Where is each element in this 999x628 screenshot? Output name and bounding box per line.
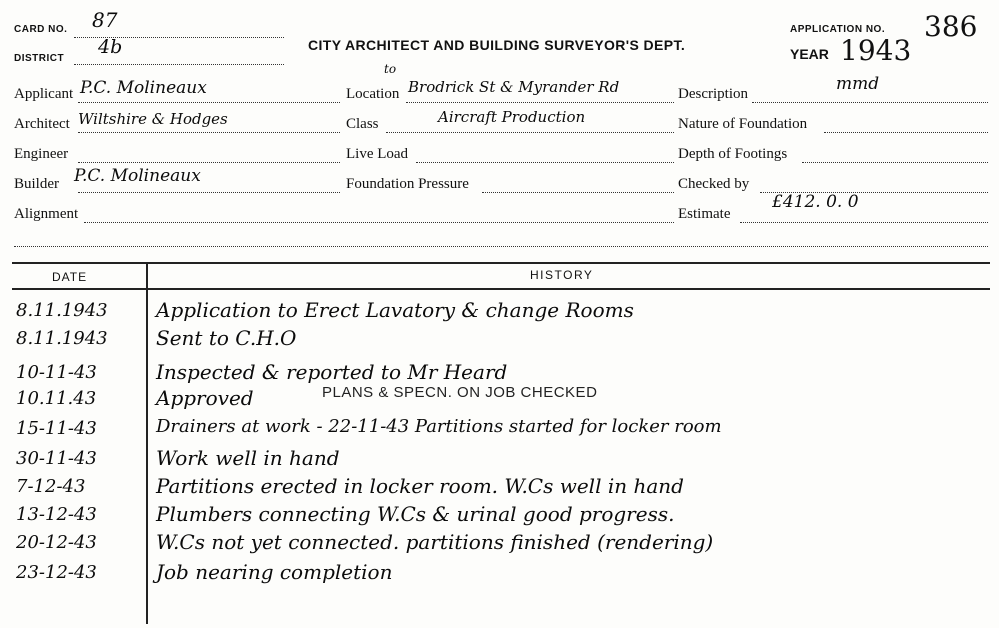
district-label: DISTRICT — [14, 53, 65, 64]
checked-by-label: Checked by — [678, 176, 750, 192]
history-date: 15-11-43 — [16, 418, 97, 439]
class-line — [386, 132, 674, 133]
engineer-label: Engineer — [14, 146, 69, 162]
year-value: 1943 — [840, 34, 912, 67]
history-date: 10-11-43 — [16, 362, 97, 383]
location-line — [406, 102, 674, 103]
estimate-value: £412. 0. 0 — [772, 192, 859, 212]
history-entry: Work well in hand — [156, 446, 340, 470]
description-line — [752, 102, 988, 103]
location-label: Location — [346, 86, 400, 102]
builder-label: Builder — [14, 176, 59, 192]
live-load-line — [416, 162, 674, 163]
table-header-rule — [12, 288, 990, 290]
location-prefix: to — [384, 62, 397, 76]
checked-stamp: PLANS & SPECN. ON JOB CHECKED — [322, 384, 598, 401]
card-no-value: 87 — [92, 8, 118, 32]
depth-line — [802, 162, 988, 163]
history-date: 13-12-43 — [16, 504, 97, 525]
history-entry: Job nearing completion — [156, 560, 393, 584]
history-date: 30-11-43 — [16, 448, 97, 469]
alignment-line — [84, 222, 674, 223]
applicant-line — [78, 102, 340, 103]
year-label: YEAR — [790, 46, 829, 62]
history-date: 10.11.43 — [16, 388, 97, 409]
alignment-label: Alignment — [14, 206, 79, 222]
description-value: mmd — [836, 74, 880, 94]
applicant-label: Applicant — [14, 86, 74, 102]
department-title: CITY ARCHITECT AND BUILDING SURVEYOR'S DEPT. — [308, 37, 686, 53]
history-entry: Inspected & reported to Mr Heard — [156, 360, 508, 384]
location-value: Brodrick St & Myrander Rd — [408, 78, 620, 96]
history-entry: Approved — [156, 386, 254, 410]
nature-of-foundation-label: Nature of Foundation — [678, 116, 808, 132]
class-value: Aircraft Production — [438, 108, 586, 126]
history-entry: Plumbers connecting W.Cs & urinal good progress. — [156, 502, 675, 526]
live-load-label: Live Load — [346, 146, 409, 162]
history-entry: Partitions erected in locker room. W.Cs well in hand — [156, 474, 684, 498]
history-header: HISTORY — [530, 268, 594, 282]
application-label: APPLICATION NO. — [790, 24, 886, 35]
estimate-label: Estimate — [678, 206, 731, 222]
builder-line — [78, 192, 340, 193]
table-column-divider — [146, 264, 148, 624]
applicant-value: P.C. Molineaux — [80, 78, 207, 98]
field-block-bottom-line — [14, 246, 988, 247]
table-top-rule — [12, 262, 990, 264]
history-entry: W.Cs not yet connected. partitions finished (rendering) — [156, 530, 714, 554]
history-date: 8.11.1943 — [16, 300, 108, 321]
architect-value: Wiltshire & Hodges — [78, 110, 228, 128]
district-value: 4b — [98, 36, 123, 58]
history-entry: Application to Erect Lavatory & change Rooms — [156, 298, 634, 322]
history-entry: Sent to C.H.O — [156, 326, 297, 350]
card-no-label: CARD NO. — [14, 24, 68, 35]
foundation-pressure-label: Foundation Pressure — [346, 176, 469, 192]
history-date: 20-12-43 — [16, 532, 97, 553]
foundation-pressure-line — [482, 192, 674, 193]
architect-line — [78, 132, 340, 133]
date-header: DATE — [52, 270, 88, 284]
history-date: 23-12-43 — [16, 562, 97, 583]
history-date: 7-12-43 — [16, 476, 86, 497]
nature-line — [824, 132, 988, 133]
architect-label: Architect — [14, 116, 70, 132]
application-number: 386 — [924, 10, 978, 43]
class-label: Class — [346, 116, 379, 132]
history-date: 8.11.1943 — [16, 328, 108, 349]
district-line — [74, 64, 284, 65]
engineer-line — [78, 162, 340, 163]
estimate-line — [740, 222, 988, 223]
depth-of-footings-label: Depth of Footings — [678, 146, 788, 162]
description-label: Description — [678, 86, 748, 102]
history-entry: Drainers at work - 22-11-43 Partitions started for locker room — [156, 416, 722, 437]
builder-value: P.C. Molineaux — [74, 166, 201, 186]
